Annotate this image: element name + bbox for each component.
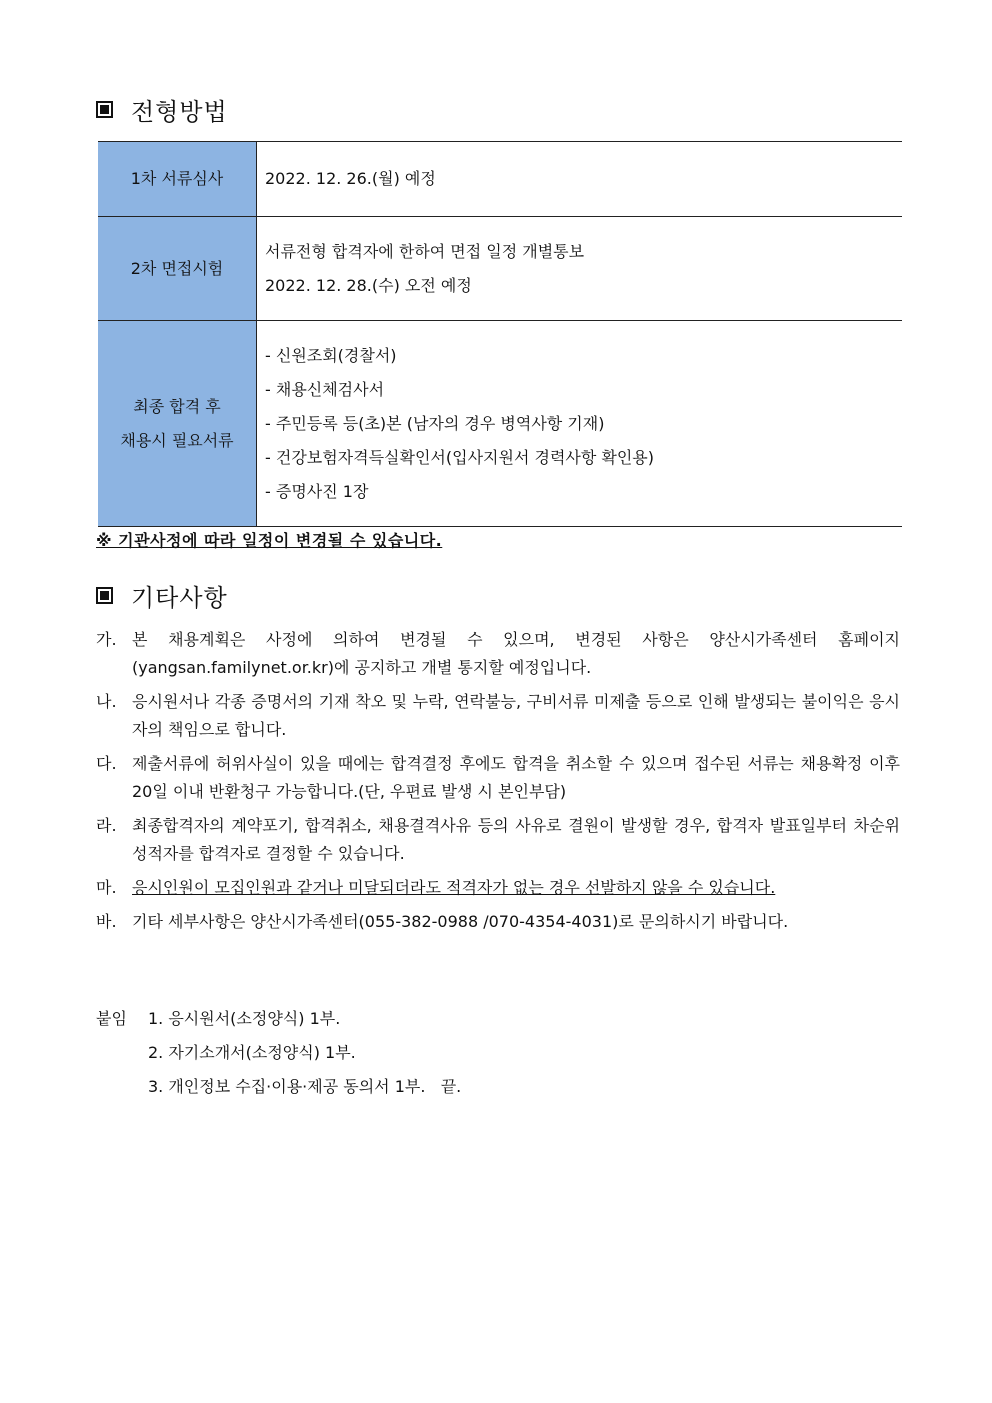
other-items-list [96, 626, 900, 942]
list-item [96, 626, 900, 682]
schedule-change-notice: ※ 기관사정에 따라 일정이 변경될 수 있습니다. [96, 531, 443, 550]
row-label-line: 채용시 필요서류 [120, 430, 234, 450]
row-label: 1차 서류심사 [98, 142, 257, 217]
attachment-row [96, 1002, 461, 1036]
selection-schedule-table [98, 141, 902, 527]
row-content [257, 142, 903, 217]
attachment-item: 2. 자기소개서(소정양식) 1부. [148, 1043, 356, 1062]
list-item-marker: 가. [96, 630, 117, 649]
list-item-text: 제출서류에 허위사실이 있을 때에는 합격결정 후에도 합격을 취소할 수 있으며 접수된 서류는 채용확정 이후 20일 이내 반환청구 가능합니다.(단, 우편료 발생 시 본인부담) [132, 754, 900, 801]
list-item [96, 908, 900, 936]
list-item-marker: 마. [96, 878, 117, 897]
list-item-text: 기타 세부사항은 양산시가족센터(055-382-0988 /070-4354-4031)로 문의하시기 바랍니다. [132, 912, 789, 931]
required-document-item: - 증명사진 1장 [265, 481, 369, 501]
attachments [96, 1002, 461, 1104]
row-label [98, 321, 257, 527]
required-document-item: - 채용신체검사서 [265, 379, 385, 399]
list-item-text: 최종합격자의 계약포기, 합격취소, 채용결격사유 등의 사유로 결원이 발생할 경우, 합격자 발표일부터 차순위 성적자를 합격자로 결정할 수 있습니다. [132, 816, 900, 863]
row-content-line: 2022. 12. 26.(월) 예정 [265, 169, 436, 188]
list-item [96, 688, 900, 744]
required-document-item: - 건강보험자격득실확인서(입사지원서 경력사항 확인용) [265, 447, 655, 467]
list-item-marker: 나. [96, 692, 117, 711]
list-item [96, 750, 900, 806]
required-document-item: - 주민등록 등(초)본 (남자의 경우 병역사항 기재) [265, 413, 605, 433]
row-content-line: 서류전형 합격자에 한하여 면접 일정 개별통보 [265, 241, 585, 261]
list-item-marker: 라. [96, 816, 117, 835]
section-title-selection [96, 92, 228, 127]
table-row [98, 217, 902, 321]
row-content [257, 217, 903, 321]
square-bullet-icon [96, 587, 113, 604]
list-item-marker: 바. [96, 912, 117, 931]
row-label-line: 최종 합격 후 [133, 396, 221, 416]
table-row [98, 142, 902, 217]
section-title-text: 전형방법 [131, 98, 228, 126]
section-title-other [96, 578, 228, 613]
square-bullet-icon [96, 101, 113, 118]
list-item [96, 874, 900, 902]
table-row [98, 321, 902, 527]
list-item [96, 812, 900, 868]
required-document-item: - 신원조회(경찰서) [265, 345, 397, 365]
attachment-item: 3. 개인정보 수집·이용·제공 동의서 1부. 끝. [148, 1077, 462, 1096]
attachment-row [96, 1036, 461, 1070]
row-content [257, 321, 903, 527]
section-title-text: 기타사항 [131, 584, 228, 612]
attachment-item: 1. 응시원서(소정양식) 1부. [148, 1009, 341, 1028]
row-label: 2차 면접시험 [98, 217, 257, 321]
list-item-text: 본 채용계획은 사정에 의하여 변경될 수 있으며, 변경된 사항은 양산시가족센터 홈페이지(yangsan.familynet.or.kr)에 공지하고 개별 통지할 예정입니다. [132, 630, 900, 677]
row-content-line: 2022. 12. 28.(수) 오전 예정 [265, 275, 472, 295]
list-item-text: 응시인원이 모집인원과 같거나 미달되더라도 적격자가 없는 경우 선발하지 않을 수 있습니다. [132, 878, 776, 897]
attachment-row [96, 1070, 461, 1104]
list-item-text: 응시원서나 각종 증명서의 기재 착오 및 누락, 연락불능, 구비서류 미제출 등으로 인해 발생되는 불이익은 응시자의 책임으로 합니다. [132, 692, 900, 739]
list-item-marker: 다. [96, 754, 117, 773]
attachments-label: 붙임 [96, 1009, 127, 1028]
